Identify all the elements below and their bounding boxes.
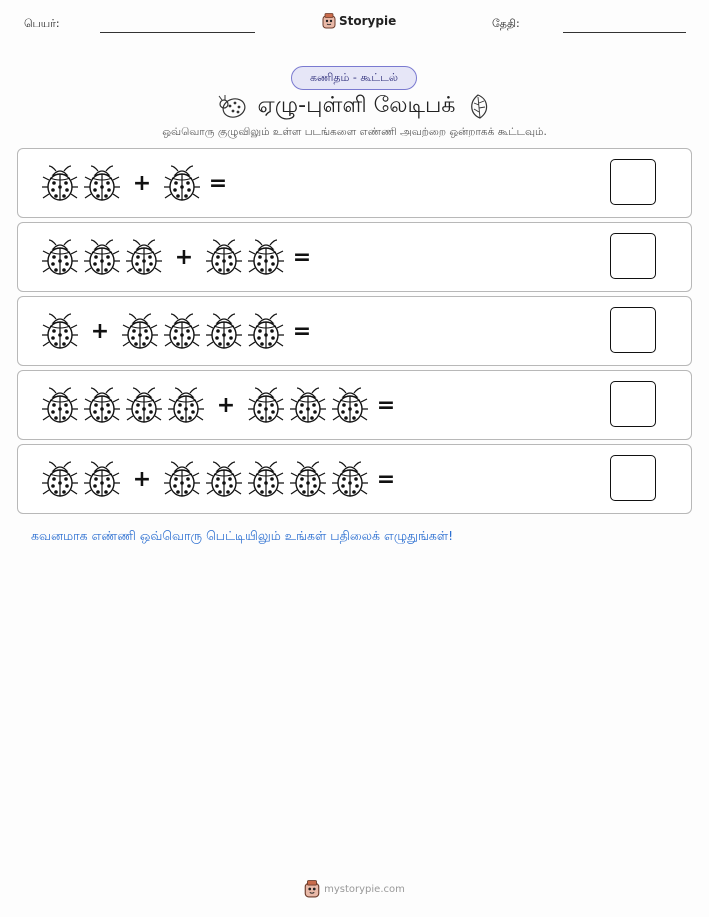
ladybug-icon: [162, 311, 202, 351]
ladybug-icon: [288, 385, 328, 425]
storypie-mascot-icon: [304, 880, 320, 898]
ladybug-icon: [246, 237, 286, 277]
ladybug-icon: [246, 385, 286, 425]
plus-sign: +: [216, 392, 236, 418]
ladybug-icon: [82, 163, 122, 203]
problem-1: [17, 148, 692, 218]
answer-box[interactable]: [610, 159, 656, 205]
ladybug-icon: [330, 459, 370, 499]
answer-box[interactable]: [610, 307, 656, 353]
ladybug-icon: [204, 311, 244, 351]
name-label: பெயர்:: [24, 17, 60, 30]
problem-3: [17, 296, 692, 366]
date-line[interactable]: [563, 32, 686, 33]
date-label: தேதி:: [492, 17, 520, 30]
ladybug-icon: [82, 385, 122, 425]
ladybug-icon: [120, 311, 160, 351]
ladybug-icon: [40, 237, 80, 277]
ladybug-icon: [246, 459, 286, 499]
instructions: ஒவ்வொரு குழுவிலும் உள்ள படங்களை எண்ணி அவற்றை ஒன்றாகக் கூட்டவும்.: [162, 126, 547, 138]
logo-text: Storypie: [339, 14, 397, 28]
footer: [0, 880, 709, 898]
equation: [40, 371, 400, 439]
ladybug-icon: [82, 237, 122, 277]
ladybug-icon: [40, 163, 80, 203]
category-badge: கணிதம் - கூட்டல்: [291, 66, 417, 90]
ladybug-icon: [40, 385, 80, 425]
worksheet-header: [0, 0, 709, 50]
ladybug-icon: [246, 311, 286, 351]
equals-sign: =: [208, 170, 228, 196]
ladybug-icon: [162, 163, 202, 203]
equals-sign: =: [376, 392, 396, 418]
equation: [40, 297, 316, 365]
footer-instruction: கவனமாக எண்ணி ஒவ்வொரு பெட்டியிலும் உங்கள் பதிலைக் எழுதுங்கள்!: [31, 528, 454, 543]
page-title: ஏழு-புள்ளி லேடிபக்: [257, 93, 456, 118]
answer-box[interactable]: [610, 381, 656, 427]
ladybug-icon: [218, 94, 248, 120]
plus-sign: +: [132, 466, 152, 492]
ladybug-icon: [330, 385, 370, 425]
footer-site-link[interactable]: mystorypie.com: [324, 883, 405, 895]
ladybug-icon: [82, 459, 122, 499]
answer-box[interactable]: [610, 233, 656, 279]
plus-sign: +: [90, 318, 110, 344]
problem-4: [17, 370, 692, 440]
equals-sign: =: [292, 318, 312, 344]
equation: [40, 223, 316, 291]
plus-sign: +: [174, 244, 194, 270]
ladybug-icon: [288, 459, 328, 499]
ladybug-icon: [166, 385, 206, 425]
equation: [40, 445, 400, 513]
ladybug-icon: [204, 237, 244, 277]
equation: [40, 149, 232, 217]
title-row: [0, 89, 709, 125]
plus-sign: +: [132, 170, 152, 196]
ladybug-icon: [162, 459, 202, 499]
problem-2: [17, 222, 692, 292]
equals-sign: =: [292, 244, 312, 270]
ladybug-icon: [124, 385, 164, 425]
storypie-logo: [322, 13, 396, 29]
ladybug-icon: [204, 459, 244, 499]
equals-sign: =: [376, 466, 396, 492]
problem-5: [17, 444, 692, 514]
name-line[interactable]: [100, 32, 255, 33]
ladybug-icon: [124, 237, 164, 277]
answer-box[interactable]: [610, 455, 656, 501]
leaf-icon: [465, 93, 491, 121]
ladybug-icon: [40, 311, 80, 351]
ladybug-icon: [40, 459, 80, 499]
storypie-mascot-icon: [322, 13, 336, 29]
